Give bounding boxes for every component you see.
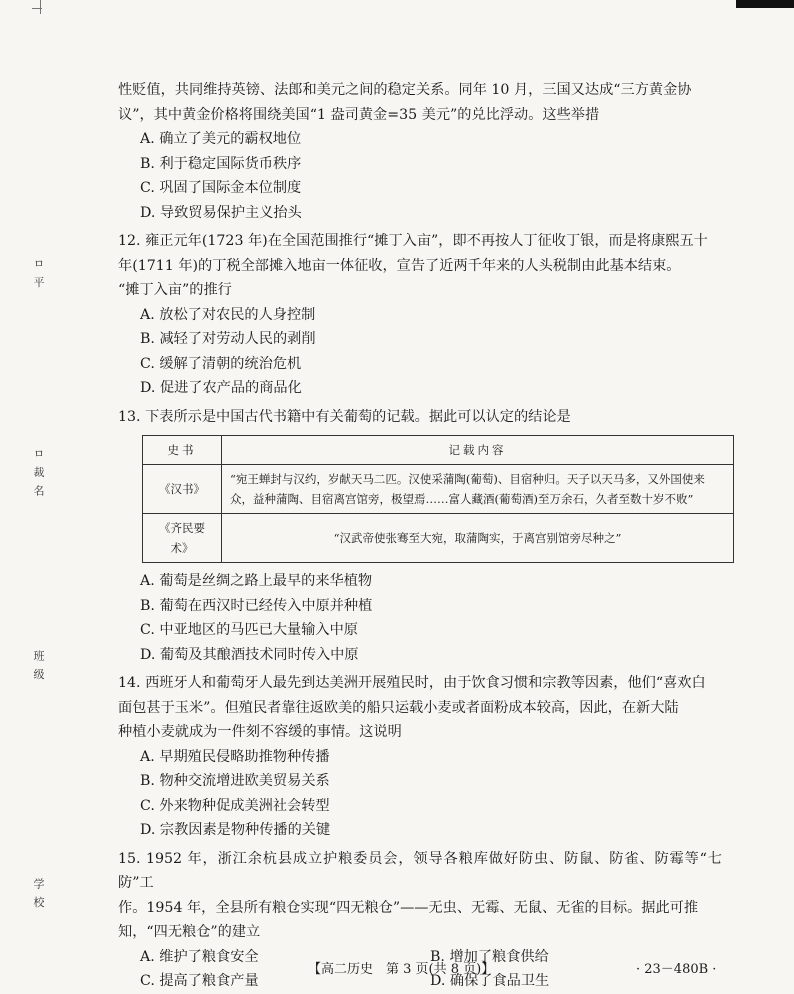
- question-13: [118, 405, 722, 668]
- option-a[interactable]: A. 确立了美元的霸权地位: [140, 131, 302, 147]
- stem-line: 知，“四无粮仓”的建立: [118, 924, 261, 940]
- table-row: [143, 465, 734, 514]
- exam-code: · 23－480B ·: [636, 962, 717, 977]
- header-content: 记载内容: [222, 436, 734, 465]
- option-a[interactable]: A. 早期殖民侵略助推物种传播: [140, 748, 330, 765]
- crop-mark: [40, 0, 41, 14]
- margin-label: 学 校: [32, 878, 45, 910]
- stem-line: 议”，其中黄金价格将围绕美国“1 盎司黄金=35 美元”的兑比浮动。这些举措: [118, 106, 600, 123]
- stem-line: 15. 1952 年，浙江余杭县成立护粮委员会，领导各粮库做好防虫、防鼠、防雀、防霉等“七防”工: [118, 850, 722, 891]
- option-d[interactable]: D. 确保了食品卫生: [430, 973, 550, 989]
- option-d[interactable]: D. 葡萄及其酿酒技术同时传入中原: [140, 646, 359, 663]
- table-cell-book: 《汉书》: [143, 465, 222, 514]
- option-d[interactable]: D. 导致贸易保护主义抬头: [140, 204, 302, 221]
- margin-label: ㅁ 平: [32, 258, 45, 290]
- option-c[interactable]: C. 中亚地区的马匹已大量输入中原: [140, 622, 358, 638]
- stem-line: 面包甚于玉米”。但殖民者靠往返欧美的船只运载小麦或者面粉成本较高，因此，在新大陆: [118, 699, 679, 716]
- question-12: [118, 229, 722, 401]
- option-d[interactable]: D. 促进了农产品的商品化: [140, 380, 302, 396]
- stem-line: 种植小麦就成为一件刻不容缓的事情。这说明: [118, 724, 402, 740]
- records-table: [142, 435, 734, 563]
- stem-line: 13. 下表所示是中国古代书籍中有关葡萄的记载。据此可以认定的结论是: [118, 408, 571, 425]
- option-b[interactable]: B. 利于稳定国际货币秩序: [140, 155, 302, 172]
- option-b[interactable]: B. 减轻了对劳动人民的剥削: [140, 331, 316, 347]
- option-c[interactable]: C. 外来物种促成美洲社会转型: [140, 797, 330, 814]
- option-a[interactable]: A. 维护了粮食安全: [140, 948, 259, 965]
- option-b[interactable]: B. 葡萄在西汉时已经传入中原并种植: [140, 597, 373, 614]
- option-a[interactable]: A. 葡萄是丝绸之路上最早的来华植物: [140, 573, 373, 589]
- page-number: 【高二历史 第 3 页(共 8 页)】: [308, 962, 495, 977]
- stem-line: 12. 雍正元年(1723 年)在全国范围推行“摊丁入亩”，即不再按人丁征收丁银，而是将康熙五十: [118, 233, 708, 249]
- option-c[interactable]: C. 提高了粮食产量: [140, 973, 259, 989]
- crop-mark: [32, 8, 42, 9]
- question-11-continued: [118, 78, 722, 225]
- table-cell-content: “汉武帝使张骞至大宛，取蒲陶实，于离宫别馆旁尽种之”: [222, 514, 734, 563]
- option-c[interactable]: C. 巩固了国际金本位制度: [140, 180, 302, 196]
- option-c[interactable]: C. 缓解了清朝的统治危机: [140, 355, 302, 372]
- question-14: [118, 671, 722, 843]
- table-cell-content: “宛王蝉封与汉约，岁献天马二匹。汉使采蒲陶(葡萄)、目宿种归。天子以天马多，又外国使来众，益种蒲陶、目宿离宫馆旁，极望焉……富人藏酒(葡萄酒)至万余石，久者至数十岁不败”: [222, 465, 734, 514]
- margin-label: ㅁ 裁 名: [32, 448, 45, 498]
- option-d[interactable]: D. 宗教因素是物种传播的关键: [140, 822, 331, 838]
- table-header-row: [143, 436, 734, 465]
- stem-line: “摊丁入亩”的推行: [118, 282, 232, 298]
- option-b[interactable]: B. 增加了粮食供给: [430, 948, 549, 965]
- table-cell-book: 《齐民要术》: [143, 514, 222, 563]
- question-content: [118, 78, 722, 994]
- stem-line: 作。1954 年，全县所有粮仓实现“四无粮仓”——无虫、无霉、无鼠、无雀的目标。据此可推: [118, 899, 699, 916]
- header-book: 史书: [143, 436, 222, 465]
- corner-mark: [736, 0, 794, 8]
- option-b[interactable]: B. 物种交流增进欧美贸易关系: [140, 773, 330, 789]
- table-row: [143, 514, 734, 563]
- margin-label: 班 级: [32, 650, 45, 682]
- stem-line: 性贬值，共同维持英镑、法郎和美元之间的稳定关系。同年 10 月，三国又达成“三方黄金协: [118, 82, 692, 98]
- stem-line: 14. 西班牙人和葡萄牙人最先到达美洲开展殖民时，由于饮食习惯和宗教等因素，他们“喜欢白: [118, 675, 706, 691]
- option-a[interactable]: A. 放松了对农民的人身控制: [140, 306, 316, 323]
- stem-line: 年(1711 年)的丁税全部摊入地亩一体征收，宣告了近两千年来的人头税制由此基本结束。: [118, 257, 681, 274]
